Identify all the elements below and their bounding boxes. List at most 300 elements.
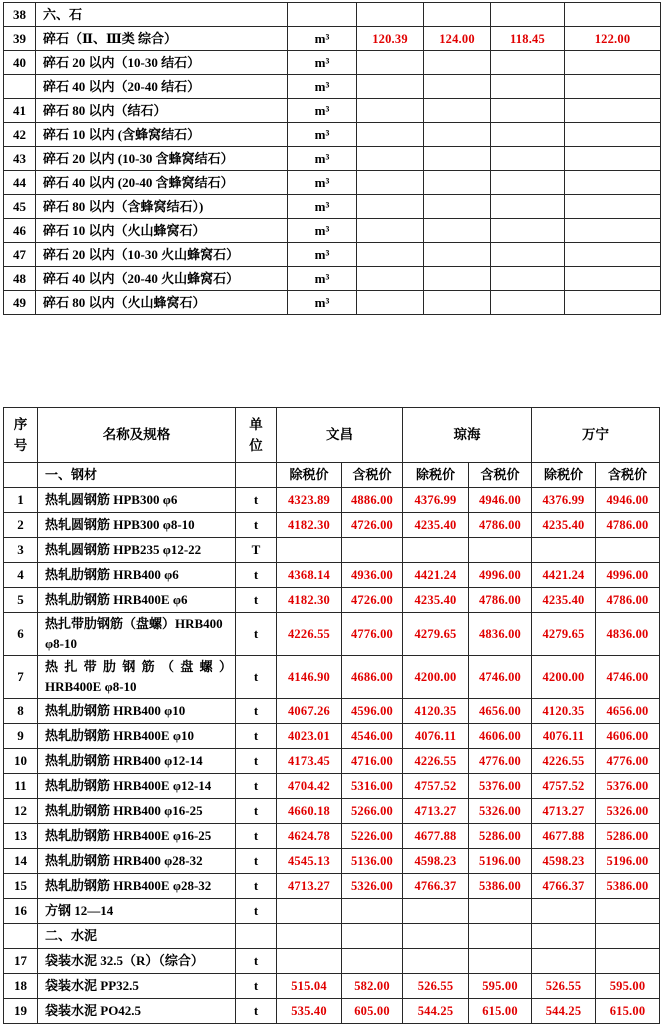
item-name: 碎石 80 以内（含蜂窝结石）) xyxy=(36,195,288,219)
material-row xyxy=(4,824,660,849)
row-number: 11 xyxy=(4,774,38,799)
price-value: 4716.00 xyxy=(342,749,403,774)
row-number: 7 xyxy=(4,656,38,699)
price-value xyxy=(424,51,491,75)
price-value: 4713.27 xyxy=(277,874,342,899)
price-value: 120.39 xyxy=(357,27,424,51)
price-value: 535.40 xyxy=(277,999,342,1024)
row-number: 5 xyxy=(4,588,38,613)
price-value: 4376.99 xyxy=(403,488,469,513)
row-number: 46 xyxy=(4,219,36,243)
item-name: 热轧圆钢筋 HPB235 φ12-22 xyxy=(38,538,236,563)
item-unit: m³ xyxy=(288,291,357,315)
item-name: 热扎带肋钢筋（盘螺） HRB400E φ8-10 xyxy=(38,656,236,699)
price-value: 5386.00 xyxy=(596,874,660,899)
material-row xyxy=(4,874,660,899)
price-value: 118.45 xyxy=(491,27,565,51)
price-value xyxy=(491,99,565,123)
item-unit: t xyxy=(236,974,277,999)
price-value: 4120.35 xyxy=(403,699,469,724)
price-value xyxy=(596,538,660,563)
price-value: 5316.00 xyxy=(342,774,403,799)
price-value: 615.00 xyxy=(469,999,532,1024)
row-number: 41 xyxy=(4,99,36,123)
price-value: 4421.24 xyxy=(532,563,596,588)
price-value: 4776.00 xyxy=(342,613,403,656)
item-name: 袋装水泥 PO42.5 xyxy=(38,999,236,1024)
row-number: 2 xyxy=(4,513,38,538)
stone-table-row xyxy=(4,51,661,75)
stone-table-row xyxy=(4,27,661,51)
price-value xyxy=(424,123,491,147)
item-unit: m³ xyxy=(288,219,357,243)
price-value: 4656.00 xyxy=(596,699,660,724)
item-name: 碎石 10 以内 (含蜂窝结石） xyxy=(36,123,288,147)
item-name: 热扎带肋钢筋（盘螺）HRB400 φ8-10 xyxy=(38,613,236,656)
price-value: 4786.00 xyxy=(469,588,532,613)
price-value: 4776.00 xyxy=(596,749,660,774)
price-value xyxy=(596,899,660,924)
price-value xyxy=(357,147,424,171)
material-row xyxy=(4,849,660,874)
item-unit: m³ xyxy=(288,123,357,147)
price-value xyxy=(565,267,661,291)
row-number: 45 xyxy=(4,195,36,219)
price-value: 4368.14 xyxy=(277,563,342,588)
price-value xyxy=(491,147,565,171)
item-name: 碎石（Ⅱ、Ⅲ类 综合） xyxy=(36,27,288,51)
price-value: 526.55 xyxy=(532,974,596,999)
item-unit: t xyxy=(236,874,277,899)
item-unit: t xyxy=(236,999,277,1024)
price-value xyxy=(532,949,596,974)
row-number: 48 xyxy=(4,267,36,291)
price-value xyxy=(491,267,565,291)
price-value xyxy=(277,924,342,949)
item-name: 袋装水泥 PP32.5 xyxy=(38,974,236,999)
price-value: 4660.18 xyxy=(277,799,342,824)
stone-table-row xyxy=(4,123,661,147)
row-number: 1 xyxy=(4,488,38,513)
item-unit: t xyxy=(236,613,277,656)
price-value: 4713.27 xyxy=(532,799,596,824)
price-value: 4200.00 xyxy=(403,656,469,699)
price-value: 4726.00 xyxy=(342,588,403,613)
price-value xyxy=(491,243,565,267)
price-value: 5286.00 xyxy=(596,824,660,849)
price-value: 4686.00 xyxy=(342,656,403,699)
price-value xyxy=(357,3,424,27)
price-value xyxy=(565,3,661,27)
price-value: 5326.00 xyxy=(469,799,532,824)
material-row xyxy=(4,588,660,613)
subheader-label: 除税价 xyxy=(532,463,596,488)
stone-price-table xyxy=(3,2,661,315)
price-value: 4023.01 xyxy=(277,724,342,749)
price-value xyxy=(565,219,661,243)
price-value: 4836.00 xyxy=(596,613,660,656)
subheader-label: 除税价 xyxy=(277,463,342,488)
header-city-wenchang: 文昌 xyxy=(277,408,403,463)
item-name: 六、石 xyxy=(36,3,288,27)
price-value: 515.04 xyxy=(277,974,342,999)
price-value: 4606.00 xyxy=(469,724,532,749)
price-value: 5376.00 xyxy=(596,774,660,799)
price-value: 582.00 xyxy=(342,974,403,999)
item-name: 热轧肋钢筋 HRB400E φ16-25 xyxy=(38,824,236,849)
stone-table-body xyxy=(4,3,661,315)
item-name: 方钢 12—14 xyxy=(38,899,236,924)
price-value: 4757.52 xyxy=(532,774,596,799)
item-unit: t xyxy=(236,656,277,699)
price-value: 4886.00 xyxy=(342,488,403,513)
price-value xyxy=(277,899,342,924)
row-number: 42 xyxy=(4,123,36,147)
material-row xyxy=(4,999,660,1024)
item-unit: m³ xyxy=(288,243,357,267)
material-row xyxy=(4,949,660,974)
price-value xyxy=(565,99,661,123)
price-value xyxy=(565,171,661,195)
price-value xyxy=(342,924,403,949)
price-value: 4076.11 xyxy=(532,724,596,749)
material-row xyxy=(4,563,660,588)
price-value xyxy=(469,538,532,563)
subheader-label: 含税价 xyxy=(342,463,403,488)
price-value: 595.00 xyxy=(596,974,660,999)
price-value: 4996.00 xyxy=(469,563,532,588)
price-value xyxy=(403,538,469,563)
item-unit: t xyxy=(236,749,277,774)
subheader-label: 含税价 xyxy=(469,463,532,488)
item-name: 碎石 40 以内（20-40 结石） xyxy=(36,75,288,99)
price-value xyxy=(424,291,491,315)
price-value: 4076.11 xyxy=(403,724,469,749)
price-value xyxy=(357,219,424,243)
price-value xyxy=(424,147,491,171)
price-value: 4376.99 xyxy=(532,488,596,513)
price-value: 4173.45 xyxy=(277,749,342,774)
price-value xyxy=(491,3,565,27)
price-value xyxy=(596,924,660,949)
item-name: 热轧肋钢筋 HRB400E φ10 xyxy=(38,724,236,749)
row-number: 38 xyxy=(4,3,36,27)
item-name: 袋装水泥 32.5（R）（综合） xyxy=(38,949,236,974)
material-row xyxy=(4,974,660,999)
price-value: 4598.23 xyxy=(532,849,596,874)
price-value: 5326.00 xyxy=(596,799,660,824)
row-number: 13 xyxy=(4,824,38,849)
price-value: 4200.00 xyxy=(532,656,596,699)
price-value: 605.00 xyxy=(342,999,403,1024)
price-value: 4146.90 xyxy=(277,656,342,699)
price-value xyxy=(565,243,661,267)
price-value: 4726.00 xyxy=(342,513,403,538)
item-name: 碎石 20 以内（10-30 结石） xyxy=(36,51,288,75)
price-value xyxy=(357,171,424,195)
price-value: 4226.55 xyxy=(532,749,596,774)
row-number: 6 xyxy=(4,613,38,656)
price-value xyxy=(565,195,661,219)
header-city-wanning: 万宁 xyxy=(532,408,660,463)
price-value xyxy=(357,195,424,219)
stone-table-row xyxy=(4,291,661,315)
price-value: 5196.00 xyxy=(596,849,660,874)
price-value xyxy=(469,899,532,924)
row-number xyxy=(4,463,38,488)
price-value xyxy=(532,924,596,949)
price-value xyxy=(357,243,424,267)
material-row xyxy=(4,899,660,924)
price-value: 4606.00 xyxy=(596,724,660,749)
price-value xyxy=(424,219,491,243)
item-name: 热轧肋钢筋 HRB400 φ10 xyxy=(38,699,236,724)
row-number: 44 xyxy=(4,171,36,195)
price-value: 4226.55 xyxy=(277,613,342,656)
price-value xyxy=(491,195,565,219)
item-unit: t xyxy=(236,488,277,513)
stone-table-row xyxy=(4,267,661,291)
item-name: 碎石 20 以内（10-30 火山蜂窝石） xyxy=(36,243,288,267)
price-value: 4235.40 xyxy=(532,513,596,538)
item-name: 热轧肋钢筋 HRB400 φ6 xyxy=(38,563,236,588)
price-value xyxy=(565,123,661,147)
price-value: 4936.00 xyxy=(342,563,403,588)
price-value xyxy=(491,291,565,315)
price-value: 4713.27 xyxy=(403,799,469,824)
price-value: 4704.42 xyxy=(277,774,342,799)
item-unit: m³ xyxy=(288,27,357,51)
stone-table-row xyxy=(4,243,661,267)
price-value xyxy=(403,949,469,974)
item-name: 热轧肋钢筋 HRB400 φ16-25 xyxy=(38,799,236,824)
price-value: 4545.13 xyxy=(277,849,342,874)
item-name: 热轧肋钢筋 HRB400E φ28-32 xyxy=(38,874,236,899)
price-value: 4235.40 xyxy=(403,513,469,538)
price-value: 4746.00 xyxy=(469,656,532,699)
row-number: 39 xyxy=(4,27,36,51)
price-value xyxy=(469,949,532,974)
price-value xyxy=(357,51,424,75)
row-number: 19 xyxy=(4,999,38,1024)
item-unit: m³ xyxy=(288,99,357,123)
price-value xyxy=(491,171,565,195)
price-value xyxy=(357,99,424,123)
price-value xyxy=(532,899,596,924)
price-value: 5196.00 xyxy=(469,849,532,874)
price-value: 4786.00 xyxy=(596,588,660,613)
row-number: 43 xyxy=(4,147,36,171)
row-number: 3 xyxy=(4,538,38,563)
price-value xyxy=(491,123,565,147)
section-title: 一、钢材 xyxy=(38,463,236,488)
price-value: 4546.00 xyxy=(342,724,403,749)
item-unit: t xyxy=(236,849,277,874)
row-number: 9 xyxy=(4,724,38,749)
item-name: 热轧圆钢筋 HPB300 φ8-10 xyxy=(38,513,236,538)
price-value xyxy=(491,219,565,243)
price-value: 5226.00 xyxy=(342,824,403,849)
material-row xyxy=(4,513,660,538)
section-row xyxy=(4,924,660,949)
item-unit: t xyxy=(236,588,277,613)
price-value: 4946.00 xyxy=(596,488,660,513)
item-unit: m³ xyxy=(288,267,357,291)
material-row xyxy=(4,799,660,824)
item-unit: T xyxy=(236,538,277,563)
price-value xyxy=(403,924,469,949)
row-number: 12 xyxy=(4,799,38,824)
item-unit xyxy=(288,3,357,27)
price-value xyxy=(424,243,491,267)
price-value xyxy=(357,291,424,315)
price-value: 4786.00 xyxy=(469,513,532,538)
price-value: 4757.52 xyxy=(403,774,469,799)
price-value xyxy=(342,538,403,563)
price-value: 4746.00 xyxy=(596,656,660,699)
price-value: 4776.00 xyxy=(469,749,532,774)
price-value: 122.00 xyxy=(565,27,661,51)
stone-table-row xyxy=(4,171,661,195)
price-value xyxy=(424,99,491,123)
subheader-label: 除税价 xyxy=(403,463,469,488)
price-value: 4120.35 xyxy=(532,699,596,724)
row-number: 40 xyxy=(4,51,36,75)
stone-table-row xyxy=(4,219,661,243)
row-number xyxy=(4,924,38,949)
item-unit: t xyxy=(236,563,277,588)
price-value xyxy=(565,147,661,171)
price-value: 4677.88 xyxy=(403,824,469,849)
price-value xyxy=(565,75,661,99)
material-row xyxy=(4,538,660,563)
price-value: 595.00 xyxy=(469,974,532,999)
item-name: 热轧圆钢筋 HPB300 φ6 xyxy=(38,488,236,513)
row-number: 14 xyxy=(4,849,38,874)
item-unit: m³ xyxy=(288,75,357,99)
material-price-table xyxy=(3,407,660,1024)
price-value xyxy=(532,538,596,563)
price-value: 5376.00 xyxy=(469,774,532,799)
row-number: 16 xyxy=(4,899,38,924)
price-table-header-row xyxy=(4,408,660,463)
price-value: 4279.65 xyxy=(532,613,596,656)
price-value: 4182.30 xyxy=(277,513,342,538)
item-name: 热轧肋钢筋 HRB400 φ12-14 xyxy=(38,749,236,774)
item-name: 热轧肋钢筋 HRB400E φ12-14 xyxy=(38,774,236,799)
header-unit-label: 单位 xyxy=(249,417,263,453)
price-value: 5386.00 xyxy=(469,874,532,899)
price-value xyxy=(357,75,424,99)
price-value: 4656.00 xyxy=(469,699,532,724)
row-number: 17 xyxy=(4,949,38,974)
row-number: 15 xyxy=(4,874,38,899)
item-name: 碎石 80 以内（结石） xyxy=(36,99,288,123)
price-value: 4235.40 xyxy=(403,588,469,613)
price-value: 4235.40 xyxy=(532,588,596,613)
subheader-label: 含税价 xyxy=(596,463,660,488)
price-value: 4766.37 xyxy=(532,874,596,899)
item-unit: m³ xyxy=(288,51,357,75)
header-city-qionghai: 琼海 xyxy=(403,408,532,463)
price-value xyxy=(565,51,661,75)
material-row xyxy=(4,488,660,513)
price-value: 4946.00 xyxy=(469,488,532,513)
price-value: 615.00 xyxy=(596,999,660,1024)
item-name: 碎石 10 以内（火山蜂窝石） xyxy=(36,219,288,243)
price-value xyxy=(424,267,491,291)
price-value xyxy=(424,195,491,219)
stone-table-row xyxy=(4,75,661,99)
row-number xyxy=(4,75,36,99)
price-value xyxy=(277,949,342,974)
price-value: 4067.26 xyxy=(277,699,342,724)
item-unit: t xyxy=(236,949,277,974)
item-name: 热轧肋钢筋 HRB400E φ6 xyxy=(38,588,236,613)
price-value xyxy=(424,3,491,27)
price-value: 4279.65 xyxy=(403,613,469,656)
item-name: 碎石 40 以内（20-40 火山蜂窝石） xyxy=(36,267,288,291)
row-number: 49 xyxy=(4,291,36,315)
row-number: 10 xyxy=(4,749,38,774)
price-value xyxy=(565,291,661,315)
price-value xyxy=(491,75,565,99)
item-name: 热轧肋钢筋 HRB400 φ28-32 xyxy=(38,849,236,874)
price-value xyxy=(491,51,565,75)
price-value: 5286.00 xyxy=(469,824,532,849)
item-unit: t xyxy=(236,724,277,749)
material-row xyxy=(4,699,660,724)
material-row xyxy=(4,749,660,774)
price-value: 4421.24 xyxy=(403,563,469,588)
item-unit: t xyxy=(236,824,277,849)
price-value: 4598.23 xyxy=(403,849,469,874)
stone-table-row xyxy=(4,99,661,123)
price-value: 4596.00 xyxy=(342,699,403,724)
item-unit xyxy=(236,463,277,488)
price-value xyxy=(342,899,403,924)
header-unit xyxy=(236,408,277,463)
stone-table-row xyxy=(4,195,661,219)
section-title: 二、水泥 xyxy=(38,924,236,949)
material-row xyxy=(4,656,660,699)
price-value: 4996.00 xyxy=(596,563,660,588)
price-value: 4226.55 xyxy=(403,749,469,774)
item-unit: m³ xyxy=(288,195,357,219)
item-unit: t xyxy=(236,699,277,724)
price-value: 4677.88 xyxy=(532,824,596,849)
row-number: 18 xyxy=(4,974,38,999)
item-name: 碎石 40 以内 (20-40 含蜂窝结石） xyxy=(36,171,288,195)
price-value: 5136.00 xyxy=(342,849,403,874)
item-unit: t xyxy=(236,513,277,538)
price-value: 4766.37 xyxy=(403,874,469,899)
item-unit xyxy=(236,924,277,949)
stone-table-row xyxy=(4,147,661,171)
price-value: 4836.00 xyxy=(469,613,532,656)
price-value: 5326.00 xyxy=(342,874,403,899)
price-value: 124.00 xyxy=(424,27,491,51)
price-value: 4624.78 xyxy=(277,824,342,849)
material-row xyxy=(4,774,660,799)
item-unit: t xyxy=(236,799,277,824)
row-number: 8 xyxy=(4,699,38,724)
price-value: 544.25 xyxy=(403,999,469,1024)
price-value: 4786.00 xyxy=(596,513,660,538)
header-name-spec: 名称及规格 xyxy=(38,408,236,463)
item-name: 碎石 20 以内 (10-30 含蜂窝结石） xyxy=(36,147,288,171)
price-value: 4323.89 xyxy=(277,488,342,513)
